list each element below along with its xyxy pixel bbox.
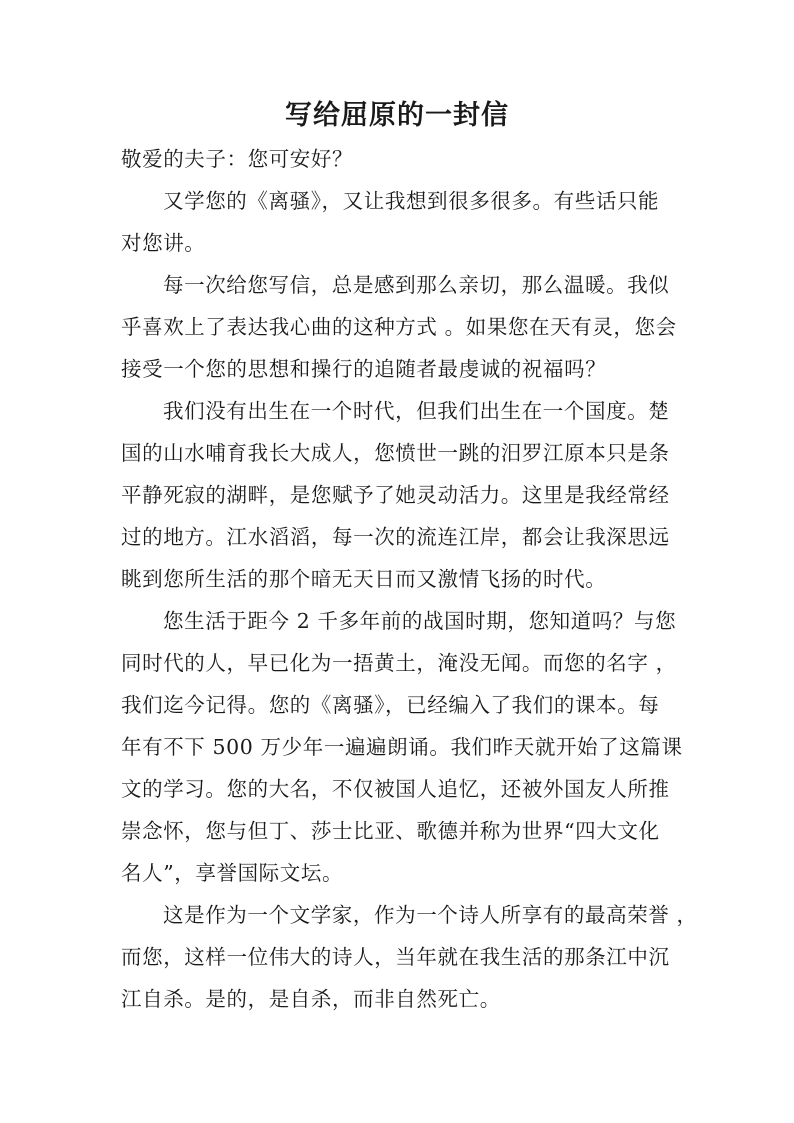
salutation-line: 敬爱的夫子：您可安好？ — [121, 147, 354, 171]
text-line: 国的山水哺育我长大成人，您愤世一跳的汨罗江原本只是条 — [121, 441, 670, 465]
text-line: 接受一个您的思想和操行的追随者最虔诚的祝福吗？ — [121, 357, 607, 381]
text-line: 又学您的《离骚》，又让我想到很多很多。有些话只能 — [163, 189, 660, 213]
text-line: 平静死寂的湖畔，是您赋予了她灵动活力。这里是我经常经 — [121, 483, 670, 507]
text-line: 乎喜欢上了表达我心曲的这种方式 。如果您在天有灵，您会 — [121, 315, 677, 339]
text-line: 名人”，享誉国际文坛。 — [121, 861, 344, 885]
text-line: 眺到您所生活的那个暗无天日而又激情飞扬的时代。 — [121, 567, 607, 591]
text-line: 过的地方。江水滔滔，每一次的流连江岸，都会让我深思远 — [121, 525, 670, 549]
text-line: 崇念怀，您与但丁、莎士比亚、歌德并称为世界“四大文化 — [121, 819, 660, 843]
text-line: 而您，这样一位伟大的诗人，当年就在我生活的那条江中沉 — [121, 945, 670, 969]
text-line: 我们没有出生在一个时代，但我们出生在一个国度。楚 — [163, 399, 670, 423]
text-line: 您生活于距今 2 千多年前的战国时期，您知道吗？与您 — [163, 609, 677, 633]
text-line: 每一次给您写信，总是感到那么亲切，那么温暖。我似 — [163, 273, 670, 297]
text-line: 年有不下 500 万少年一遍遍朗诵。我们昨天就开始了这篇课 — [121, 735, 683, 759]
document-title: 写给屈原的一封信 — [285, 100, 509, 131]
text-line: 文的学习。您的大名，不仅被国人追忆，还被外国友人所推 — [121, 777, 670, 801]
text-line: 对您讲。 — [121, 231, 206, 255]
text-line: 同时代的人，早已化为一捂黄土，淹没无闻。而您的名字 ， — [121, 651, 677, 675]
text-line: 江自杀。是的，是自杀，而非自然死亡。 — [121, 987, 501, 1011]
text-line: 这是作为一个文学家，作为一个诗人所享有的最高荣誉 ， — [163, 903, 698, 927]
text-line: 我们迄今记得。您的《离骚》，已经编入了我们的课本。每 — [121, 693, 660, 717]
